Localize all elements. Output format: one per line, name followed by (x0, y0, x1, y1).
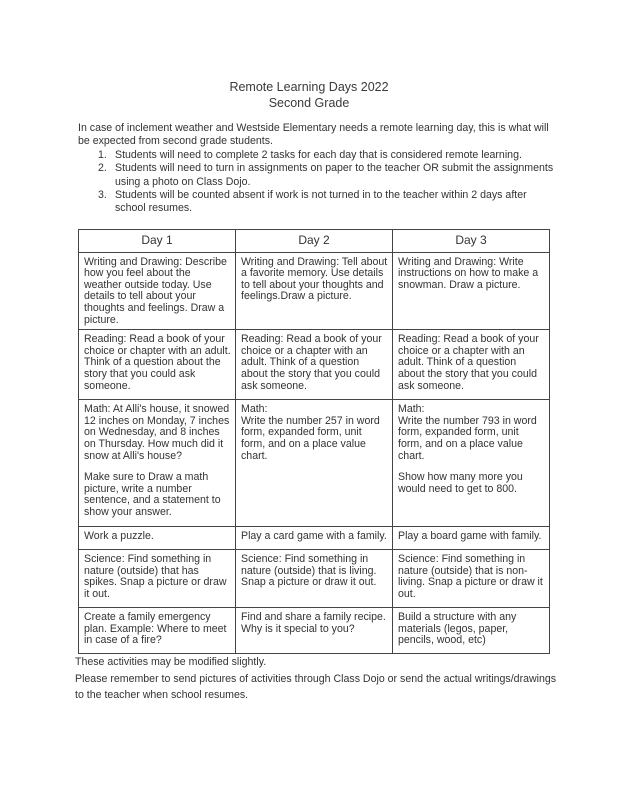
table-cell: Writing and Drawing: Describe how you feel about the weather outside today. Use details to tell about your thoughts and feelings. Draw a picture. (79, 252, 236, 330)
rule-text: Students will need to complete 2 tasks for each day that is considered remote learning. (115, 149, 522, 161)
table-cell: Science: Find something in nature (outside) that is non-living. Snap a picture or draw it out. (393, 550, 550, 608)
rule-item (98, 189, 558, 216)
footer-note: These activities may be modified slightly. (75, 656, 267, 668)
table-cell: Science: Find something in nature (outside) that has spikes. Snap a picture or draw it out. (79, 550, 236, 608)
rule-text: Students will need to turn in assignments on paper to the teacher OR submit the assignments using a photo on Class Dojo. (115, 162, 554, 188)
table-row-reading (79, 330, 550, 400)
table-row-family (79, 608, 550, 654)
rule-number: 3. (98, 188, 107, 201)
table-cell (79, 400, 236, 527)
activities-table (78, 229, 550, 654)
header-day-2: Day 2 (236, 230, 393, 253)
table-cell (236, 400, 393, 527)
table-cell (393, 400, 550, 527)
table-cell: Writing and Drawing: Tell about a favorite memory. Use details to tell about your thoughts and feelings.Draw a picture. (236, 252, 393, 330)
header-day-1: Day 1 (79, 230, 236, 253)
table-cell: Play a card game with a family. (236, 527, 393, 550)
document-subtitle: Second Grade (268, 96, 350, 110)
table-cell: Reading: Read a book of your choice or a chapter with an adult. Think of a question about the story that you could ask someone. (236, 330, 393, 400)
footer-reminder: Please remember to send pictures of activities through Class Dojo or send the actual writings/drawings to the teacher when school resumes. (75, 672, 557, 701)
header-day-3: Day 3 (393, 230, 550, 253)
rule-text: Students will be counted absent if work is not turned in to the teacher within 2 days after school resumes. (115, 188, 527, 215)
table-cell: Play a board game with family. (393, 527, 550, 550)
table-header-row (79, 230, 550, 253)
table-cell: Writing and Drawing: Write instructions on how to make a snowman. Draw a picture. (393, 252, 550, 330)
rule-item (98, 149, 558, 162)
math-label: Math: (398, 403, 425, 416)
table-cell: Work a puzzle. (79, 527, 236, 550)
table-cell: Find and share a family recipe. Why is it special to you? (236, 608, 393, 654)
math-instructions: Write the number 793 in word form, expanded form, unit form, and on a place value chart. (398, 414, 537, 462)
document-title: Remote Learning Days 2022 (229, 80, 389, 94)
table-cell: Science: Find something in nature (outside) that is living. Snap a picture or draw it out. (236, 550, 393, 608)
math-label: Math: (241, 403, 268, 416)
footer (75, 654, 565, 704)
table-cell: Reading: Read a book of your choice or chapter with an adult. Think of a question about the story that you could ask someone. (79, 330, 236, 400)
table-row-science (79, 550, 550, 608)
math-extension: Show how many more you would need to get to 800. (398, 471, 523, 495)
table-row-games (79, 527, 550, 550)
rule-number: 2. (98, 162, 107, 175)
table-cell: Create a family emergency plan. Example: Where to meet in case of a fire? (79, 608, 236, 654)
rule-item (98, 162, 558, 189)
intro-paragraph: In case of inclement weather and Westside Elementary needs a remote learning day, this is what will be expected from second grade students. (78, 122, 549, 148)
table-row-math (79, 400, 550, 527)
math-instructions: Write the number 257 in word form, expanded form, unit form, and on a place value chart. (241, 414, 380, 462)
table-row-writing (79, 252, 550, 330)
math-instructions: Make sure to Draw a math picture, write a number sentence, and a statement to show your answer. (84, 471, 221, 518)
table-cell: Reading: Read a book of your choice or a chapter with an adult. Think of a question about the story that you could ask someone. (393, 330, 550, 400)
rules-list (98, 149, 558, 215)
rule-number: 1. (98, 149, 107, 161)
math-problem: Math: At Alli's house, it snowed 12 inches on Monday, 7 inches on Wednesday, and 8 inches on Thursday. How much did it snow at Alli's house? (84, 403, 230, 462)
table-cell: Build a structure with any materials (legos, paper, pencils, wood, etc) (393, 608, 550, 654)
